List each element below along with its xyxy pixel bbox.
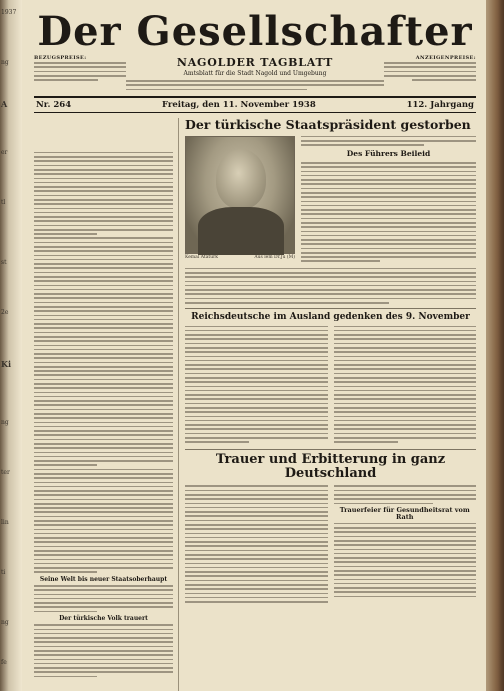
newspaper-page [22, 0, 486, 691]
subscription-label: BEZUGSPREISE: [34, 55, 87, 61]
beileid-headline: Des Führers Beileid [346, 149, 431, 158]
left-subheading-1: Seine Welt bis neuer Staatsoberhaupt [39, 576, 168, 583]
masthead-center [126, 56, 384, 93]
adjacent-page-strip [0, 0, 22, 691]
issue-date: Freitag, den 11. November 1938 [161, 99, 316, 110]
main-column [185, 118, 476, 691]
binding-mark: A [1, 99, 8, 109]
binding-mark: tl [1, 199, 6, 206]
lead-article-text [185, 268, 476, 304]
binding-mark: ng [1, 59, 9, 66]
bottom-article [185, 485, 476, 605]
portrait-photo [185, 136, 295, 254]
advertising-box [384, 56, 476, 84]
lead-article [185, 136, 476, 265]
photo-caption [185, 255, 295, 260]
masthead-title: Der Gesellschafter [37, 8, 473, 55]
binding-mark: fe [1, 659, 7, 666]
masthead-subhead [34, 56, 476, 93]
amtsblatt-line: Amtsblatt für die Stadt Nagold und Umgebung [183, 70, 327, 77]
tagblatt-title: NAGOLDER TAGBLATT [176, 56, 334, 69]
binding-mark: Ki [1, 359, 11, 369]
binding-mark: er [1, 149, 8, 156]
page-content [34, 118, 476, 691]
mid-article [185, 326, 476, 446]
volume-number: 112. Jahrgang [406, 99, 474, 110]
left-column [34, 118, 179, 691]
mid-headline: Reichsdeutsche im Ausland gedenken des 9. November [191, 311, 470, 322]
binding-mark: ng [1, 419, 9, 426]
issue-number: Nr. 264 [36, 99, 72, 110]
portrait-head [216, 149, 266, 209]
binding-mark: 2e [1, 309, 9, 316]
photo-caption-right: Aus lem Dr.Ju (M) [254, 254, 295, 260]
page-edge-shadow [498, 0, 504, 691]
dateline [34, 96, 476, 113]
bottom-headline: Trauer und Erbitterung in ganz Deutschland [215, 452, 446, 482]
lead-headline: Der türkische Staatspräsident gestorben [185, 116, 471, 132]
left-subheading-2: Der türkische Volk trauert [59, 615, 148, 623]
beileid-article [301, 136, 476, 265]
binding-mark: lin [1, 519, 9, 526]
left-column-text [34, 152, 173, 573]
binding-mark: ti [1, 569, 6, 576]
binding-mark: st [1, 259, 7, 266]
photo-block [185, 136, 295, 265]
right-subheading: Trauerfeier für Gesundheitsrat vom Rath [339, 505, 470, 521]
subscription-box [34, 56, 126, 84]
binding-mark: ng [1, 619, 9, 626]
binding-mark: 1937 [1, 9, 17, 16]
photo-caption-left: Kemal Atatürk [185, 254, 218, 260]
binding-mark: ter [1, 469, 10, 476]
advertising-label: ANZEIGENPREISE: [415, 55, 476, 61]
contact-lines [126, 80, 384, 90]
portrait-torso [198, 207, 284, 255]
